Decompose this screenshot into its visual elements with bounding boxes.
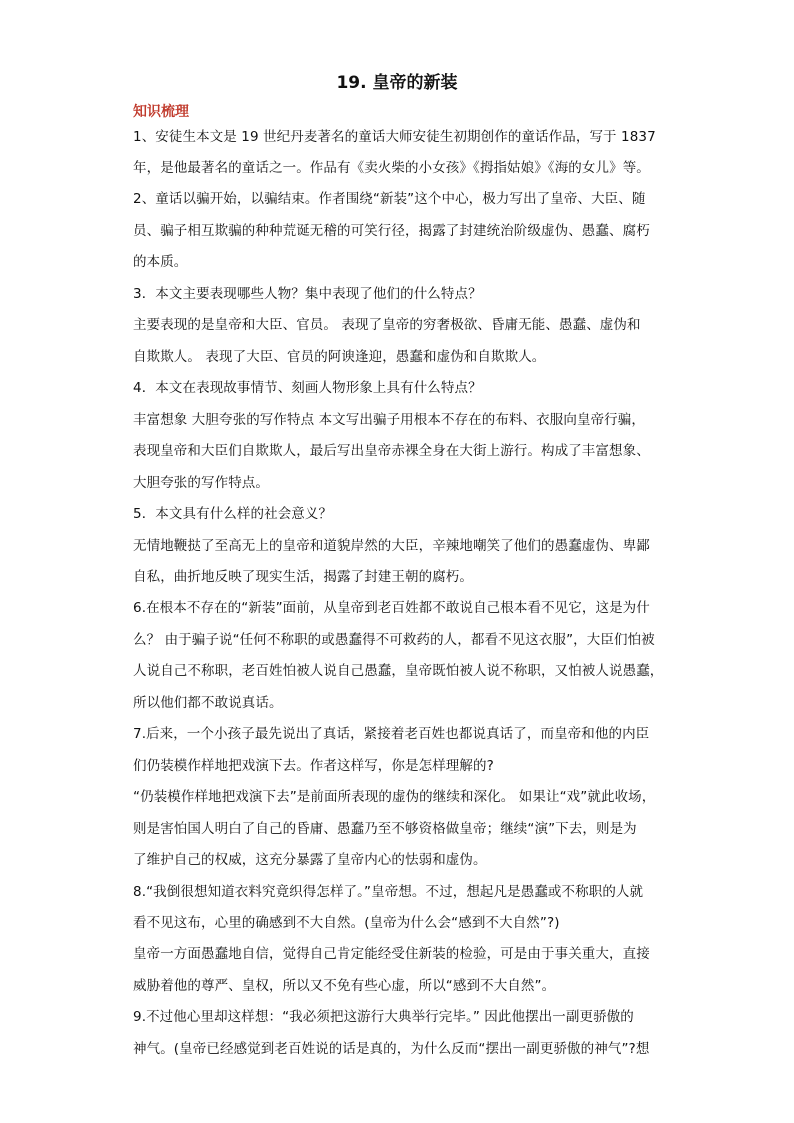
text-line: 5．本文具有什么样的社会意义？ [133, 506, 333, 522]
text-line: 神气。(皇帝已经感觉到老百姓说的话是真的，为什么反而“摆出一副更骄傲的神气”?想 [133, 1041, 650, 1057]
text-line: 威胁着他的尊严、皇权，所以又不免有些心虚，所以“感到不大自然”。 [133, 978, 556, 994]
text-line: 皇帝一方面愚蠢地自信，觉得自己肯定能经受住新装的检验，可是由于事关重大，直接 [133, 946, 650, 962]
text-line: 6.在根本不存在的“新装”面前，从皇帝到老百姓都不敢说自己根本看不见它，这是为什 [133, 600, 650, 616]
text-line: 们仍装模作样地把戏演下去。作者这样写，你是怎样理解的? [133, 758, 494, 774]
text-line: 丰富想象 大胆夸张的写作特点 本文写出骗子用根本不存在的布料、衣服向皇帝行骗， [133, 412, 645, 428]
text-line: 年，是他最著名的童话之一。作品有《卖火柴的小女孩》《拇指姑娘》《海的女儿》等。 [133, 160, 650, 176]
text-line: 无情地鞭挞了至高无上的皇帝和道貌岸然的大臣，辛辣地嘲笑了他们的愚蠢虚伪、卑鄙 [133, 538, 650, 554]
section-heading: 知识梳理 [133, 104, 189, 120]
text-line: 了维护自己的权威，这充分暴露了皇帝内心的怯弱和虚伪。 [133, 852, 487, 868]
text-line: 员、骗子相互欺骗的种种荒诞无稽的可笑行径，揭露了封建统治阶级虚伪、愚蠢、腐朽 [133, 223, 650, 239]
text-line: 2、童话以骗开始，以骗结束。作者围绕“新装”这个中心，极力写出了皇帝、大臣、随 [133, 191, 646, 207]
text-line: 主要表现的是皇帝和大臣、官员。 表现了皇帝的穷奢极欲、昏庸无能、愚蠢、虚伪和 [133, 317, 641, 333]
text-line: 3．本文主要表现哪些人物？集中表现了他们的什么特点？ [133, 286, 482, 302]
text-line: 看不见这布，心里的确感到不大自然。(皇帝为什么会“感到不大自然”?) [133, 915, 560, 931]
text-line: 7.后来，一个小孩子最先说出了真话，紧接着老百姓也都说真话了，而皇帝和他的内臣 [133, 726, 650, 742]
text-line: 8.“我倒很想知道衣料究竟织得怎样了。”皇帝想。不过，想起凡是愚蠢或不称职的人就 [133, 884, 644, 900]
text-line: 4．本文在表现故事情节、刻画人物形象上具有什么特点？ [133, 380, 482, 396]
text-line: 表现皇帝和大臣们自欺欺人，最后写出皇帝赤裸全身在大街上游行。构成了丰富想象、 [133, 443, 650, 459]
text-line: 1、安徒生本文是 19 世纪丹麦著名的童话大师安徒生初期创作的童话作品，写于 1837 [133, 129, 656, 145]
text-line: 所以他们都不敢说真话。 [133, 695, 283, 711]
text-line: 么？ 由于骗子说“任何不称职的或愚蠢得不可救药的人，都看不见这衣服”，大臣们怕被 [133, 632, 655, 648]
text-line: “仍装模作样地把戏演下去”是前面所表现的虚伪的继续和深化。 如果让“戏”就此收场， [133, 789, 656, 805]
text-line: 大胆夸张的写作特点。 [133, 475, 269, 491]
text-line: 自欺欺人。 表现了大臣、官员的阿谀逢迎，愚蠢和虚伪和自欺欺人。 [133, 349, 546, 365]
text-line: 的本质。 [133, 254, 188, 270]
text-line: 则是害怕国人明白了自己的昏庸、愚蠢乃至不够资格做皇帝；继续“演”下去，则是为 [133, 821, 637, 837]
document-title: 19. 皇帝的新装 [336, 73, 458, 93]
text-line: 9.不过他心里却这样想：“我必须把这游行大典举行完毕。” 因此他摆出一副更骄傲的 [133, 1009, 634, 1025]
text-line: 自私，曲折地反映了现实生活，揭露了封建王朝的腐朽。 [133, 569, 473, 585]
text-line: 人说自己不称职，老百姓怕被人说自己愚蠢，皇帝既怕被人说不称职，又怕被人说愚蠢， [133, 663, 664, 679]
